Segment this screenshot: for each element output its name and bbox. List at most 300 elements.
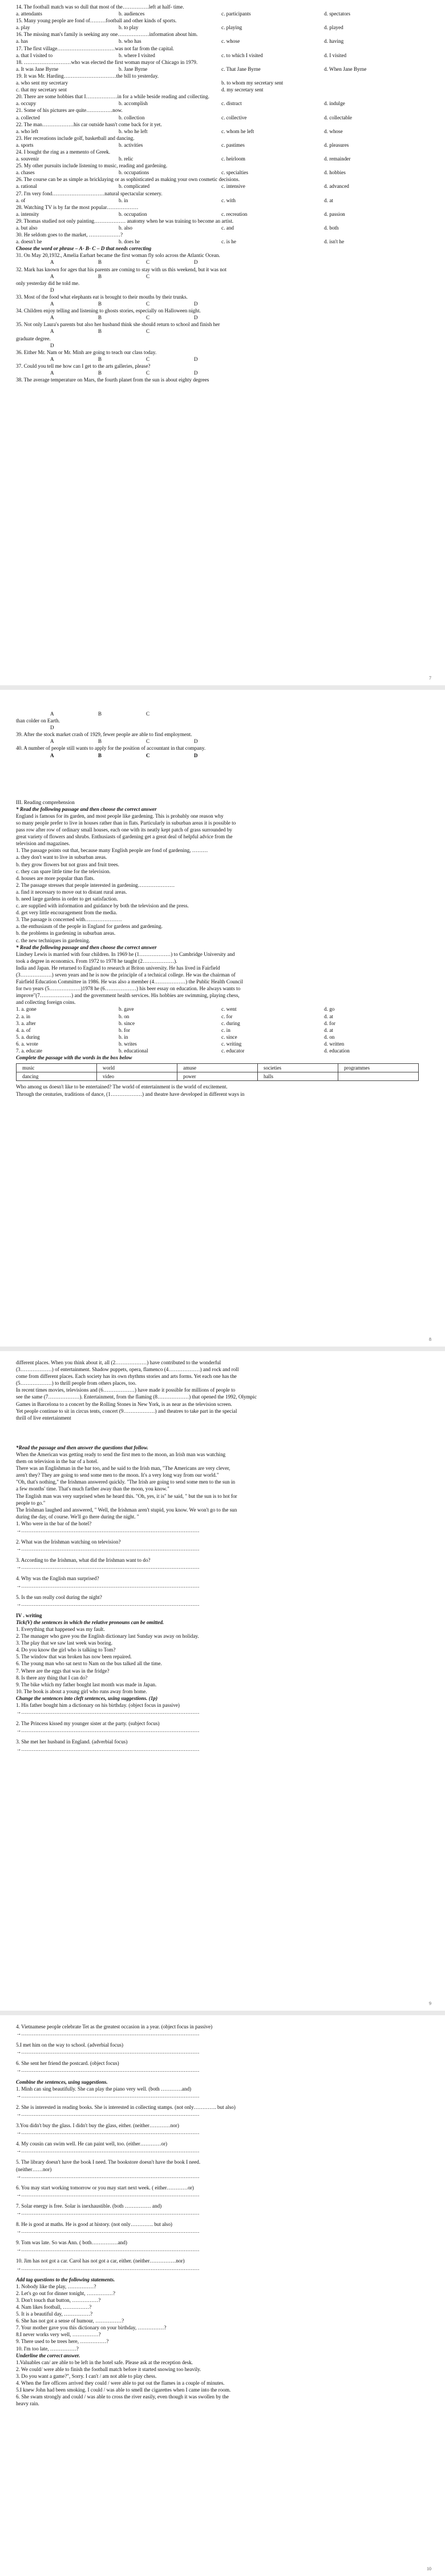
question: 5. Is the sun really cool during the night?: [16, 1594, 102, 1600]
q23: [16, 135, 429, 148]
q26-b: b. complicated: [119, 183, 150, 190]
answer-line: →…………………………………………………………………………………………: [16, 1601, 200, 1607]
q23-b: b. activities: [119, 142, 143, 148]
word-box: [16, 1063, 419, 1081]
sentence: 1. Everything that happened was my fault.: [16, 1626, 105, 1632]
q16: [16, 31, 429, 45]
q19-a: a. who sent my secretary: [16, 80, 68, 86]
q15-b: b. to play: [119, 25, 139, 31]
underline-item: 6. She swam strongly and could / was able to cross the river easily, even though it was swollen by the: [16, 2394, 229, 2400]
section-find-error-heading: Choose the word or phrase – A- B- C – D that needs correcting: [16, 246, 152, 252]
blank-option: b. writes: [119, 1040, 137, 1047]
page-number: 7: [429, 676, 431, 681]
blank-option: d. for: [324, 1020, 335, 1026]
q26: [16, 176, 429, 190]
underline-item: 2. We could/ were able to finish the football match before it started snowing too heavily.: [16, 2366, 201, 2372]
reading-q1: [16, 847, 429, 881]
q17-c: c. to which I visited: [221, 52, 263, 58]
q14-b: b. audiences: [119, 11, 145, 17]
e38-text-cont: than colder on Earth.: [16, 718, 60, 724]
answer-line: →…………………………………………………………………………………………: [16, 2129, 200, 2136]
worksheet-page-1: [0, 0, 445, 685]
passage-3: [16, 1083, 429, 1097]
sentence: 8. Is there any thing that I can do?: [16, 1674, 88, 1681]
word-box-item: halls: [258, 1072, 338, 1081]
passage-4-line: The English man was very surprised when he heard this. "Oh, yes, it is" he said, " but the sun is to hot for: [16, 1493, 237, 1499]
reading-q1-option: b. they grow flowers but not grass and fruit trees.: [16, 861, 119, 867]
q28-d: d. passion: [324, 211, 345, 217]
blank-option: 2. a. in: [16, 1013, 31, 1019]
underline-item: 4. When the fire officers arrived they could / were able to put out the flames in a couple of minutes.: [16, 2380, 225, 2386]
e37-letter-c: C: [146, 369, 150, 376]
sentence: 9. The bike which my father bought last month was made in Japan.: [16, 1681, 157, 1687]
e32-letters-cont: [50, 287, 290, 294]
reading-q2: [16, 882, 429, 916]
underline-item: 5.I knew John had been smoking. I could / was able to smell the cigarettes when I came into the room.: [16, 2387, 231, 2393]
combine-sentences: [16, 2085, 429, 2272]
blank-option: c. for: [221, 1013, 233, 1019]
e33-letter-a: A: [50, 301, 54, 307]
blank-option: d. on: [324, 1034, 335, 1040]
q19-text: 19. It was Mr. Harding…………………………the bill to yesterday.: [16, 73, 159, 79]
q18-text: 18. ………………………who was elected the first woman mayor of Chicago in 1979.: [16, 59, 198, 65]
sentence: 3. The play that we saw last week was boring.: [16, 1640, 112, 1646]
sentence: 5. The window that was broken has now been repaired.: [16, 1654, 132, 1660]
reading-q1-option: d. houses are more popular than flats.: [16, 875, 95, 881]
q14-text: 14. The football match was so dull that most of the……………left at half- time.: [16, 4, 184, 10]
page-number: 9: [429, 2001, 431, 2006]
underline-item: 1.Valuables can/ are able to be left in the hotel safe. Please ask at the reception desk.: [16, 2359, 193, 2365]
passage-3-line: Who among us doesn't like to be entertained? The world of entertainment is the world of excitement.: [16, 1084, 228, 1090]
answer-line: →…………………………………………………………………………………………: [16, 2067, 200, 2073]
e39-letters: [50, 738, 290, 745]
combine-item: 3.You didn't buy the glass. I didn't buy the glass, either. (neither…………nor): [16, 2123, 179, 2129]
q19-c: c. that my secretary sent: [16, 87, 67, 93]
e39-letter-c: C: [146, 738, 150, 745]
tag-item: 3. Don't touch that button, ……………?: [16, 2297, 101, 2303]
answer-line: →…………………………………………………………………………………………: [16, 2173, 200, 2179]
q15: [16, 17, 429, 31]
q18-d: d. When Jane Byrne: [324, 66, 367, 72]
cleft-sentence-1: 1. His father bought him a dictionary on his birthday. (object focus in passive): [16, 1702, 180, 1709]
q24-c: c. heirloom: [221, 156, 245, 162]
combine-item: 8. He is good at maths. He is good at history. (not only…………. but also): [16, 2221, 172, 2228]
passage-2-line: India and Japan. He returned to England to research at Briton university. He has lived in Fairfield: [16, 965, 220, 971]
e35-letters-cont: [50, 342, 290, 349]
word-box-item: world: [97, 1064, 177, 1072]
e31-letter-d: D: [194, 259, 198, 266]
cleft-sentence-4: 4. Vietnamese people celebrate Tet as the greatest occasion in a year. (object focus in passive): [16, 2024, 213, 2030]
passage-1: [16, 813, 429, 847]
writing-instruction-1: Tick(V) the sentences in which the relative pronouns can be omitted.: [16, 1619, 164, 1625]
q15-text: 15. Many young people are fond of………football and other kinds of sports.: [16, 18, 177, 24]
q28-text: 28. Watching TV is by far the most popular………………: [16, 204, 139, 210]
answer-line: →…………………………………………………………………………………………: [16, 1564, 200, 1570]
tag-item: 1. Nobody like the play, ……………?: [16, 2283, 96, 2289]
combine-item: 2. She is interested in reading books. She is interested in collecting stamps. (not only…………. but also): [16, 2104, 236, 2110]
q24-a: a. souvenir: [16, 156, 39, 162]
tag-item: 4. Nam likes football, ……………?: [16, 2304, 92, 2310]
combine-item: 7. Solar energy is free. Solar is inexhaustible. (both …………… and): [16, 2203, 162, 2209]
e36-text: 36. Either Mr. Nam or Mr. Minh are going to teach our class today.: [16, 349, 157, 355]
q19: [16, 73, 429, 93]
q29-d: d. both: [324, 225, 339, 231]
answer-line: →…………………………………………………………………………………………: [16, 2209, 200, 2216]
e40-letter-b: B: [98, 752, 102, 758]
blank-option: d. go: [324, 1006, 335, 1012]
blank-option: c. writing: [221, 1040, 242, 1047]
combine-item: 10. Jim has not got a car. Carol has not got a car, either. (neither……………nor): [16, 2258, 185, 2264]
passage-1-line: pass row after row of ordinary small houses, each one with its neatly kept patch of grass surrounded by: [16, 827, 232, 833]
passage-3-line: Through the centuries, traditions of dance, (1………………) and theatre have developed in different ways in: [16, 1091, 245, 1097]
reading-q2-option: b. need large gardens in order to get satisfaction.: [16, 895, 118, 902]
q29-a: a. but also: [16, 225, 38, 231]
q25-b: b. occupations: [119, 170, 149, 176]
e38-letter-d: D: [50, 725, 54, 731]
answer-line: →…………………………………………………………………………………………: [16, 1546, 200, 1552]
reading-instruction-2: * Read the following passage and then choose the correct answer: [16, 944, 157, 950]
passage-4-line: aren't they? They are going to send some men to the moon. It's a very long way from our world.": [16, 1472, 219, 1478]
q15-c: c. playing: [221, 25, 242, 31]
e33-letter-c: C: [146, 301, 150, 307]
blank-option: 5. a. during: [16, 1034, 40, 1040]
e33-letter-b: B: [98, 301, 102, 307]
blank-option: c. since: [221, 1034, 237, 1040]
e36-letter-a: A: [50, 356, 54, 362]
e39-letter-a: A: [50, 738, 54, 745]
answer-line: →…………………………………………………………………………………………: [16, 2191, 200, 2197]
word-box-item: societies: [258, 1064, 338, 1072]
q25-c: c. specialties: [221, 170, 248, 176]
e38-letter-b: B: [98, 711, 102, 717]
passage-1-line: England is famous for its garden, and most people like gardening. This is probably one reason why: [16, 813, 224, 819]
e32-text-cont: only yesterday did he told me.: [16, 280, 80, 286]
q27-a: a. of: [16, 197, 26, 203]
q16-d: d. having: [324, 38, 344, 45]
passage-3-line: different places. When you think about it, all (2………………) have contributed to the wonderful: [16, 1360, 221, 1365]
blank-option: d. at: [324, 1013, 333, 1019]
q28-a: a. intensity: [16, 211, 39, 217]
q28: [16, 204, 429, 218]
sentence: 10. The book is about a young girl who runs away from home.: [16, 1688, 147, 1694]
q22-a: a. who left: [16, 128, 39, 134]
relative-pronoun-sentences: [16, 1626, 429, 1695]
e39-letter-d: D: [194, 738, 198, 745]
passage-4-line: When the American was getting ready to send the first men to the moon, an Irish man was watching: [16, 1451, 226, 1457]
worksheet-page-2: [0, 690, 445, 1347]
passage-4-line: a few months' time. That's much farther away than the moon, you know.": [16, 1486, 169, 1492]
q22-c: c. whom he left: [221, 128, 254, 134]
q16-b: b. who has: [119, 38, 141, 45]
blank-option: b. in: [119, 1034, 128, 1040]
passage-3-line: come from different places. Each society has its own rhythms stories and arts forms. Yet each one has the: [16, 1373, 237, 1380]
q16-a: a. has: [16, 38, 28, 45]
underline-item: 3. Do you want a game?", Sorry. I can't / am not able to play chess.: [16, 2373, 157, 2379]
q15-a: a. play: [16, 25, 30, 31]
passage-4: [16, 1451, 429, 1520]
q20-d: d. indulge: [324, 101, 345, 107]
q19-b: b. to whom my secretary sent: [221, 80, 284, 86]
passage-3-continued: [16, 1359, 429, 1421]
e34-text: 34. Children enjoy telling and listening to ghosts stories, especially on Halloween night.: [16, 308, 201, 314]
blank-option: b. since: [119, 1020, 135, 1026]
answer-line: →…………………………………………………………………………………………: [16, 2265, 200, 2271]
passage-2-line: for two years (5………………)1978 he (6………………) his beer essay on education. He always wants to: [16, 986, 241, 992]
answer-line: →…………………………………………………………………………………………: [16, 2148, 200, 2154]
e33-text: 33. Most of the food what elephants eat is brought to their mouths by their trunks.: [16, 294, 188, 300]
reading-q3: [16, 916, 429, 943]
q22-text: 22. The man………………his car outside hasn't come back for it yet.: [16, 121, 162, 127]
passage-3-line: Yet people continue to sit in circus tents, concert (9………………) and theatres to take part in the special: [16, 1408, 237, 1414]
blank-option: d. written: [324, 1040, 345, 1047]
passage-2-line: took a degree in economics. From 1972 to 1978 he taught (2………………).: [16, 958, 177, 964]
e32-letter-d: D: [50, 287, 54, 293]
blank-option: c. educator: [221, 1048, 245, 1054]
worksheet-page-3: [0, 1351, 445, 2011]
q17: [16, 45, 429, 59]
blank-option: c. in: [221, 1027, 230, 1033]
blank-option: b. gave: [119, 1006, 134, 1012]
reading-q2-option: d. get very little encouragement from the media.: [16, 910, 118, 916]
answer-line: →…………………………………………………………………………………………: [16, 2031, 200, 2037]
e34-letter-c: C: [146, 315, 150, 321]
cleft-sentence-6: 6. She sent her friend the postcard. (object focus): [16, 2060, 119, 2067]
reading-q1-option: c. they can spare little time for the television.: [16, 868, 111, 874]
passage-1-line: television and magazines.: [16, 841, 70, 847]
writing-instruction-5: Underline the correct answer.: [16, 2352, 80, 2358]
reading-q2-option: c. are supplied with information and guidance by both the television and the press.: [16, 903, 189, 909]
reading-q3-option: a. the enthusiasm of the people in England for gardens and gardening.: [16, 923, 163, 930]
e35-letters: [50, 328, 290, 335]
e32-text: 32. Mark has known for ages that his parents are coming to stay with us this weekend, but it was not: [16, 266, 226, 272]
passage-3-line: see the same (7………………). Entertainment, from the flaming (8………………) that opened the 1992, Olympic: [16, 1394, 257, 1400]
q17-d: d. I visited: [324, 52, 347, 58]
e31-letters: [50, 259, 290, 266]
e35-letter-d: D: [50, 342, 54, 348]
answer-line: →…………………………………………………………………………………………: [16, 1727, 200, 1734]
blank-option: 1. a. gone: [16, 1006, 37, 1012]
e37-letter-d: D: [194, 369, 198, 376]
e32-letters: [50, 273, 290, 280]
q21-text: 21. Some of his pictures are quite……………now.: [16, 107, 123, 114]
tag-item: 6. She has not got a sense of humour, ……………?: [16, 2318, 124, 2324]
q25-d: d. hobbies: [324, 170, 346, 176]
tag-item: 8.I never works very well, ……………?: [16, 2332, 101, 2338]
e33-letters: [50, 300, 290, 307]
e40-text: 40. A number of people still wants to apply for the position of accountant in that company.: [16, 745, 206, 751]
blank-option: c. went: [221, 1006, 237, 1012]
e37-letter-b: B: [98, 369, 102, 376]
question: 1. Who were in the bar of the hotel?: [16, 1520, 92, 1526]
q27-c: c. with: [221, 197, 236, 203]
answer-line: →…………………………………………………………………………………………: [16, 2049, 200, 2055]
q29: [16, 218, 429, 231]
sentence: 2. The manager who gave you the English dictionary last Sunday was away on holiday.: [16, 1633, 199, 1639]
page-number: 10: [427, 2566, 431, 2571]
e40-letter-d: D: [194, 752, 198, 758]
q20-a: a. occupy: [16, 101, 37, 107]
q25-a: a. chases: [16, 170, 35, 176]
e34-letter-d: D: [194, 315, 198, 321]
tag-item: 10. I'm too late, ……………?: [16, 2345, 79, 2352]
q29-b: b. also: [119, 225, 132, 231]
q24-b: b. relic: [119, 156, 134, 162]
answer-line: →…………………………………………………………………………………………: [16, 1709, 200, 1715]
tag-item: 5. It is a beautiful day, ……………?: [16, 2311, 93, 2317]
word-box-item: power: [177, 1072, 258, 1081]
q21: [16, 107, 429, 120]
q26-c: c. intensive: [221, 183, 245, 190]
q22: [16, 121, 429, 135]
passage-3-line: In recent times movies, televisions and (6………………) have made it possible for millions of people to: [16, 1387, 236, 1393]
q20: [16, 93, 429, 107]
tag-questions: [16, 2283, 429, 2352]
e37-text: 37. Could you tell me how can I get to the arts galleries, please?: [16, 363, 151, 369]
q21-a: a. collected: [16, 114, 40, 120]
worksheet-page-4: [0, 2015, 445, 2576]
q23-c: c. pastimes: [221, 142, 245, 148]
q30-c: c. is he: [221, 239, 236, 245]
e38-text: 38. The average temperature on Mars, the fourth planet from the sun is about eighty degrees: [16, 377, 209, 383]
q23-text: 23. Her recreations include golf, basketball and dancing.: [16, 135, 135, 141]
reading-q3-text: 3. The passage is concerned with…………………: [16, 917, 122, 923]
passage-2: [16, 951, 429, 1006]
answer-line: →…………………………………………………………………………………………: [16, 2111, 200, 2117]
q30-a: a. doesn't he: [16, 239, 42, 245]
e32-letter-a: A: [50, 273, 54, 279]
reading-q2-text: 2. The passage stresses that people interested in gardening…………………: [16, 882, 175, 888]
tag-item: 7. Your mother gave you this dictionary on your birthday, ……………?: [16, 2325, 167, 2331]
q18: [16, 59, 429, 73]
q14-c: c. participants: [221, 11, 251, 17]
q28-b: b. occupation: [119, 211, 147, 217]
sentence: 6. The young man who sat next to Nam on the bus talked all the time.: [16, 1661, 162, 1667]
blank-option: d. at: [324, 1027, 333, 1033]
q17-text: 17. The first village……………………………was not far from the capital.: [16, 45, 174, 51]
e35-letter-c: C: [146, 328, 150, 335]
passage-2-line: Fairfield Education Committee in 1986. He was also a member (4………………) the Public Health Council: [16, 979, 243, 985]
blank-option: b. educational: [119, 1048, 148, 1054]
q30-text: 30. He seldom goes to the market, ………………?: [16, 232, 123, 238]
word-box-item: amuse: [177, 1064, 258, 1072]
underline-item: heavy rain.: [16, 2401, 39, 2407]
q18-b: b. Jane Byrne: [119, 66, 148, 72]
e38-letters: [50, 710, 290, 717]
blank-options: [16, 1006, 429, 1054]
passage-4-line: The Irishman laughed and answered, " Well, the Irishman aren't stupid, you know. We won't go to the sun: [16, 1506, 237, 1513]
q29-c: c. and: [221, 225, 234, 231]
question: 3. According to the Irishman, what did the Irishman want to do?: [16, 1557, 151, 1564]
passage-1-line: great variety of flowers and shrubs. Enthusiasts of gardening get a great deal of helpful advice from the: [16, 834, 233, 840]
q25: [16, 162, 429, 176]
section-writing-heading: IV . writing: [16, 1612, 42, 1618]
sentence: 4. Do you know the girl who is talking to Tom?: [16, 1647, 116, 1653]
e40-letters: [50, 752, 290, 759]
blank-option: 7. a. educate: [16, 1048, 42, 1054]
q30-d: d. isn't he: [324, 239, 345, 245]
e40-letter-c: C: [146, 752, 150, 758]
e31-text: 31. On May 20,1932., Amelia Earhart became the first woman fly solo across the Atlantic Ocean.: [16, 252, 220, 259]
q29-text: 29. Thomas studied not only painting……………… anatomy when he was training to become an artist.: [16, 218, 234, 224]
e36-letter-c: C: [146, 356, 150, 362]
passage-4-line: There was an Englishman in the bar too, and he said to the Irish man, "The Americans are very clever,: [16, 1465, 230, 1472]
passage-4-line: people to go.": [16, 1500, 46, 1506]
cleft-sentence-2: 2. The Princess kissed my younger sister at the party. (subject focus): [16, 1721, 160, 1727]
q30: [16, 231, 429, 245]
reading-q1-text: 1. The passage points out that, because many English people are fond of gardening, ………: [16, 847, 208, 854]
reading-q2-option: a. find it necessary to move out to distant rural areas.: [16, 889, 127, 895]
e34-letter-a: A: [50, 315, 54, 321]
answer-line: →…………………………………………………………………………………………: [16, 1582, 200, 1589]
passage-2-line: (3………………) seven years and he is now the principle of a technical college. He was the chairman of: [16, 972, 236, 978]
blank-option: 3. a. after: [16, 1020, 36, 1026]
q30-b: b. does he: [119, 239, 140, 245]
answer-line: →…………………………………………………………………………………………: [16, 2247, 200, 2253]
reading-q3-option: b. the problems in gardening in suburban areas.: [16, 930, 116, 937]
word-box-item: dancing: [17, 1072, 97, 1081]
q26-d: d. advanced: [324, 183, 349, 190]
q20-c: c. distract: [221, 101, 242, 107]
writing-instruction-2: Change the sentences into cleft sentences, using suggestions. (1p): [16, 1695, 158, 1701]
answer-line: →…………………………………………………………………………………………: [16, 2092, 200, 2099]
q24: [16, 148, 429, 162]
e36-letter-b: B: [98, 356, 102, 362]
e37-letter-a: A: [50, 369, 54, 376]
q22-d: d. whose: [324, 128, 343, 134]
passage-3-line: Games in Barcelona to a concert by the Rolling Stones in New York, is as near as the television screen.: [16, 1401, 232, 1407]
combine-item: 1. Minh can sing beautifully. She can play the piano very well. (both …………and): [16, 2085, 192, 2092]
passage-4-line: during the day, of course. We'll go there during the night. ": [16, 1513, 139, 1520]
word-box-item: video: [97, 1072, 177, 1081]
e36-letters: [50, 356, 290, 363]
section-reading-heading: III. Reading comprehension: [16, 799, 75, 805]
comprehension-questions: [16, 1520, 429, 1608]
reading-q3-option: c. the new techniques in gardening.: [16, 937, 90, 943]
cleft-sentence-3: 3. She met her husband in England. (adverbial focus): [16, 1739, 128, 1745]
blank-option: 6. a. wrote: [16, 1040, 38, 1047]
cleft-sentence-5: 5.I met him on the way to school. (adverbial focus): [16, 2042, 124, 2048]
q28-c: c. recreation: [221, 211, 248, 217]
sentence: 7. Where are the eggs that was in the fridge?: [16, 1667, 110, 1674]
passage-4-line: "Oh, that's nothing," the Irishman answered quickly. "The Irish are going to send some men to the sun in: [16, 1479, 236, 1485]
q17-a: a. that I visited to: [16, 52, 53, 58]
e38-letter-a: A: [50, 711, 54, 717]
question: 2. What was the Irishman watching on television?: [16, 1539, 121, 1545]
blank-option: b. on: [119, 1013, 130, 1019]
q21-b: b. collection: [119, 114, 145, 120]
blank-option: 4. a. of: [16, 1027, 31, 1033]
reading-instruction-3: Complete the passage with the words in the box below: [16, 1055, 132, 1061]
q27: [16, 190, 429, 204]
blank-option: b. for: [119, 1027, 130, 1033]
e32-letter-b: B: [98, 273, 102, 279]
tag-item: 9. There used to be trees here, ……………?: [16, 2338, 109, 2345]
word-box-empty: [338, 1072, 419, 1081]
writing-instruction-4: Add tag questions to the following statements.: [16, 2276, 115, 2282]
q18-c: c. That Jane Byrne: [221, 66, 261, 72]
q23-a: a. sports: [16, 142, 34, 148]
q26-a: a. rational: [16, 183, 37, 190]
q27-b: b. in: [119, 197, 128, 203]
e31-letter-a: A: [50, 259, 54, 266]
q21-c: c. collective: [221, 114, 247, 120]
e34-letters: [50, 314, 290, 321]
q27-text: 27. I'm very fond…………………………natural spectacular scenery.: [16, 190, 163, 196]
word-box-item: programmes: [338, 1064, 419, 1072]
e38-letters-cont: [50, 724, 290, 731]
q19-d: d. my secretary sent: [221, 87, 264, 93]
e39-letter-b: B: [98, 738, 102, 745]
